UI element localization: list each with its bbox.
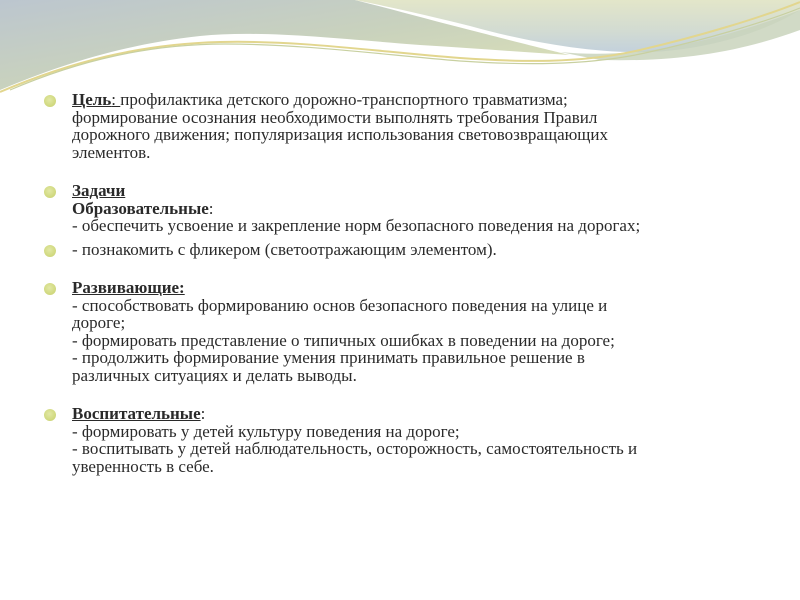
goal-text: формирование осознания необходимости выполнять требования Правил [72,107,598,127]
goal-colon: : [111,90,121,109]
upbringing-block [44,405,764,475]
educational-item: - обеспечить усвоение и закрепление норм безопасного поведения на дорогах; [72,216,641,235]
educational-colon: : [208,198,214,218]
developing-text: - способствовать формированию основ безопасного поведения на улице и [72,295,608,315]
goal-text: дорожного движения; популяризация использования световозвращающих [72,125,608,144]
developing-label: Развивающие: [72,278,185,297]
upbringing-text: уверенность в себе. [72,456,214,476]
goal-label: Цель [72,90,112,109]
educational-item: - познакомить с фликером (светоотражающим элементом). [72,239,497,259]
developing-block [44,279,764,384]
developing-text: - продолжить формирование умения принимать правильное решение в [72,348,585,367]
bullet-icon [44,283,56,295]
educational-label: Образовательные [72,198,209,218]
bullet-icon [44,409,56,421]
developing-text: дороге; [72,313,126,332]
developing-text: различных ситуациях и делать выводы. [72,365,357,385]
goal-text: элементов. [72,142,151,162]
tasks-block [44,182,764,235]
educational-item-block [44,241,764,259]
goal-text: профилактика детского дорожно-транспортного травматизма; [120,90,568,109]
bullet-icon [44,186,56,198]
upbringing-text: - воспитывать у детей наблюдательность, осторожность, самостоятельность и [72,439,638,458]
developing-text: - формировать представление о типичных ошибках в поведении на дороге; [72,330,615,350]
bullet-icon [44,95,56,107]
decorative-wave-header [0,0,800,95]
goal-block [44,91,764,161]
tasks-label: Задачи [72,181,126,200]
upbringing-colon: : [200,404,206,423]
upbringing-text: - формировать у детей культуру поведения на дороге; [72,421,460,441]
upbringing-label: Воспитательные [72,404,201,423]
bullet-icon [44,245,56,257]
slide-content [44,91,764,496]
